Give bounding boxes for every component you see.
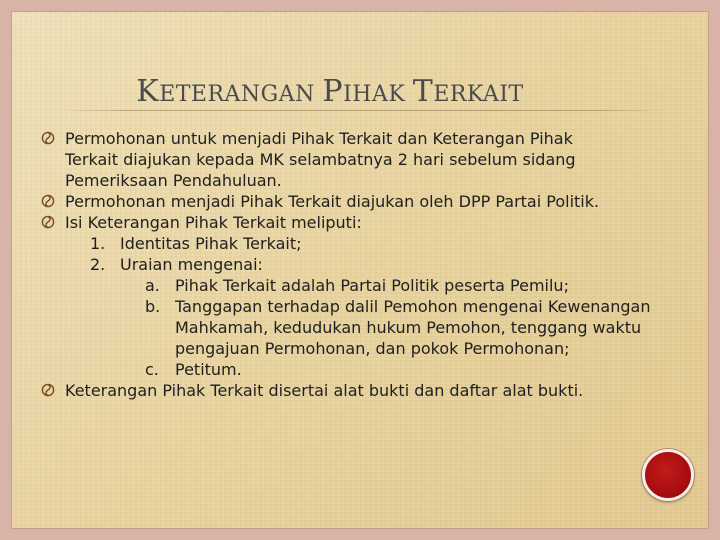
lettered-item-b — [145, 296, 660, 359]
red-circle-ornament — [642, 449, 694, 501]
lettered-b-line-2: Mahkamah, kedudukan hukum Pemohon, tenggang waktu — [175, 318, 642, 337]
frame-bottom — [11, 528, 709, 540]
lettered-marker-b: b. — [145, 297, 161, 316]
slide-title — [136, 74, 523, 109]
title-rest-1: ETERANGAN — [159, 82, 315, 107]
title-rest-3: ERKAIT — [433, 82, 524, 107]
lettered-c-line-1: Petitum. — [175, 360, 242, 379]
pinwheel-bullet-icon — [40, 130, 56, 146]
pinwheel-bullet-icon — [40, 382, 56, 398]
numbered-text-1: Identitas Pihak Terkait; — [120, 234, 302, 253]
title-cap-3: T — [412, 74, 434, 109]
bullet-4-line-1: Keterangan Pihak Terkait disertai alat bukti dan daftar alat bukti. — [65, 381, 584, 400]
lettered-marker-a: a. — [145, 276, 160, 295]
title-rest-2: IHAK — [343, 82, 406, 107]
lettered-marker-c: c. — [145, 360, 159, 379]
frame-top — [11, 0, 709, 12]
numbered-item-2 — [90, 254, 660, 275]
lettered-item-c — [145, 359, 660, 380]
pinwheel-bullet-icon — [40, 193, 56, 209]
title-cap-1: K — [136, 74, 160, 109]
bullet-1-line-2: Terkait diajukan kepada MK selambatnya 2 hari sebelum sidang — [65, 150, 576, 169]
bullet-2-line-1: Permohonan menjadi Pihak Terkait diajukan oleh DPP Partai Politik. — [65, 192, 600, 211]
lettered-a-line-1: Pihak Terkait adalah Partai Politik peserta Pemilu; — [175, 276, 569, 295]
title-cap-2: P — [322, 74, 344, 109]
bullet-item-1 — [40, 128, 660, 191]
bullet-3-line-1: Isi Keterangan Pihak Terkait meliputi: — [65, 213, 362, 232]
lettered-list — [90, 275, 660, 380]
numbered-text-2: Uraian mengenai: — [120, 255, 263, 274]
numbered-item-1 — [90, 233, 660, 254]
bullet-item-2 — [40, 191, 660, 212]
numbered-marker-2: 2. — [90, 255, 106, 274]
pinwheel-bullet-icon — [40, 214, 56, 230]
lettered-item-a — [145, 275, 660, 296]
lettered-b-line-1: Tanggapan terhadap dalil Pemohon mengenai Kewenangan — [175, 297, 651, 316]
bullet-item-4 — [40, 380, 660, 401]
title-wrap — [0, 74, 720, 109]
bullet-item-3 — [40, 212, 660, 380]
numbered-marker-1: 1. — [90, 234, 106, 253]
bullet-1-line-1: Permohonan untuk menjadi Pihak Terkait dan Keterangan Pihak — [65, 129, 573, 148]
title-divider — [56, 110, 666, 111]
lettered-b-line-3: pengajuan Permohonan, dan pokok Permohonan; — [175, 339, 570, 358]
bullet-1-line-3: Pemeriksaan Pendahuluan. — [65, 171, 282, 190]
numbered-list — [65, 233, 660, 380]
slide-content — [40, 128, 660, 401]
